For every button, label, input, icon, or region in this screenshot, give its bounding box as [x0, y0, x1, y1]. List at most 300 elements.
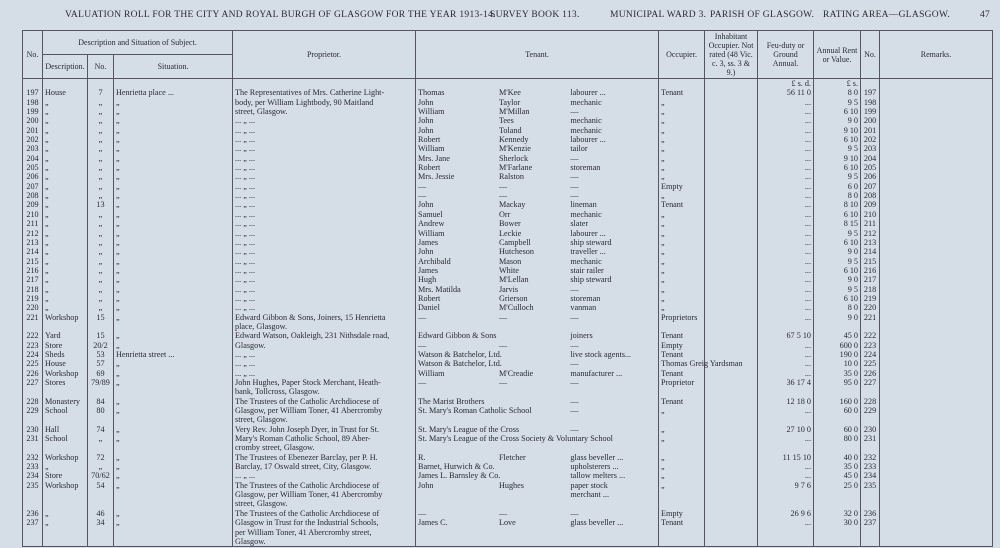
row-situation: „: [114, 453, 233, 462]
row-proprietor: Very Rev. John Joseph Dyer, in Trust for St.: [233, 425, 416, 434]
row-number-right: 202: [861, 135, 880, 144]
row-description: „: [43, 266, 88, 275]
row-tenant: [416, 88, 659, 97]
row-number: 209: [23, 200, 43, 209]
row-annual-rent: 9 0: [814, 116, 861, 125]
row-inhabitant: [705, 98, 758, 107]
row-number-right: 234: [861, 471, 880, 480]
row-description: „: [43, 219, 88, 228]
row-number-right: 231: [861, 434, 880, 443]
row-number: 230: [23, 425, 43, 434]
row-tenant: [416, 490, 659, 499]
row-tenant: [416, 126, 659, 135]
row-tenant: [416, 471, 659, 480]
municipal-ward: MUNICIPAL WARD 3.: [610, 10, 707, 20]
row-street-number: „: [88, 116, 114, 125]
row-annual-rent: 9 10: [814, 154, 861, 163]
tenant-surname: Bower: [498, 219, 521, 229]
row-number: 216: [23, 266, 43, 275]
table-body: [23, 79, 993, 547]
row-description: Workshop: [43, 313, 88, 322]
row-occupier: „: [659, 425, 705, 434]
row-street-number: „: [88, 266, 114, 275]
row-remarks: [880, 154, 993, 163]
row-description: [43, 443, 88, 452]
row-inhabitant: [705, 387, 758, 396]
row-annual-rent: 9 5: [814, 285, 861, 294]
row-inhabitant: [705, 509, 758, 518]
row-street-number: „: [88, 154, 114, 163]
row-number-right: 219: [861, 294, 880, 303]
row-remarks: [880, 285, 993, 294]
row-description: „: [43, 107, 88, 116]
row-description: „: [43, 172, 88, 181]
row-proprietor: Glasgow, per William Toner, 41 Abercromby: [233, 490, 416, 499]
row-street-number: „: [88, 285, 114, 294]
row-situation: „: [114, 219, 233, 228]
row-street-number: 13: [88, 200, 114, 209]
row-tenant: [416, 135, 659, 144]
row-annual-rent: 60 0: [814, 425, 861, 434]
row-street-number: „: [88, 238, 114, 247]
table-row: [23, 98, 993, 107]
row-proprietor: The Trustees of the Catholic Archdiocese of: [233, 481, 416, 490]
tenant-surname: Taylor: [498, 97, 521, 107]
row-annual-rent: 6 0: [814, 182, 861, 191]
row-number: 201: [23, 126, 43, 135]
col-occupier: Occupier.: [659, 31, 705, 79]
row-occupier: „: [659, 144, 705, 153]
tenant-occupation: mechanic: [570, 97, 602, 107]
row-annual-rent: 10 0: [814, 359, 861, 368]
tenant-first: Robert: [418, 163, 441, 173]
tenant-surname: —: [498, 191, 508, 201]
row-proprietor: ... „ ...: [233, 471, 416, 480]
row-inhabitant: [705, 453, 758, 462]
row-feu-duty: ...: [758, 471, 814, 480]
row-proprietor: ... „ ...: [233, 154, 416, 163]
row-feu-duty: ...: [758, 98, 814, 107]
tenant-occupation: storeman: [570, 163, 601, 173]
row-annual-rent: 190 0: [814, 350, 861, 359]
row-feu-duty: [758, 499, 814, 508]
table-row: [23, 285, 993, 294]
tenant-surname: M'Kenzie: [498, 144, 531, 154]
row-street-number: [88, 528, 114, 537]
row-proprietor: street, Glasgow.: [233, 107, 416, 116]
row-description: „: [43, 509, 88, 518]
tenant-first: Archibald: [418, 256, 451, 266]
row-description: [43, 528, 88, 537]
row-inhabitant: [705, 471, 758, 480]
row-number-right: 209: [861, 200, 880, 209]
row-inhabitant: [705, 266, 758, 275]
row-remarks: [880, 313, 993, 322]
row-tenant: [416, 462, 659, 471]
row-proprietor: The Trustees of the Catholic Archdiocese of: [233, 397, 416, 406]
row-number: 222: [23, 331, 43, 340]
tenant-occupation: —: [570, 312, 579, 322]
row-occupier: „: [659, 285, 705, 294]
row-feu-duty: ...: [758, 257, 814, 266]
row-occupier: „: [659, 135, 705, 144]
row-number-right: 222: [861, 331, 880, 340]
row-tenant: [416, 219, 659, 228]
row-number: 207: [23, 182, 43, 191]
row-proprietor: per William Toner, 41 Abercromby street,: [233, 528, 416, 537]
row-number-right: 215: [861, 257, 880, 266]
tenant-surname: [499, 490, 570, 499]
row-situation: „: [114, 116, 233, 125]
table-row: [23, 163, 993, 172]
row-street-number: [88, 537, 114, 547]
row-description: „: [43, 182, 88, 191]
row-proprietor: Mary's Roman Catholic School, 89 Aber-: [233, 434, 416, 443]
row-tenant: [416, 341, 659, 350]
row-feu-duty: [758, 322, 814, 331]
tenant-first: —: [418, 191, 427, 201]
row-number: 217: [23, 275, 43, 284]
row-inhabitant: [705, 154, 758, 163]
row-number-right: 226: [861, 369, 880, 378]
row-annual-rent: 9 0: [814, 247, 861, 256]
feu-units: £ s. d.: [758, 79, 814, 89]
row-occupier: Tenant: [659, 397, 705, 406]
tenant-occupation: —: [570, 191, 579, 201]
row-description: „: [43, 285, 88, 294]
row-number-right: 228: [861, 397, 880, 406]
table-row: [23, 415, 993, 424]
row-feu-duty: 11 15 10: [758, 453, 814, 462]
row-remarks: [880, 191, 993, 200]
tenant-surname: Tees: [498, 116, 514, 126]
row-feu-duty: ...: [758, 126, 814, 135]
table-row: [23, 107, 993, 116]
row-occupier: „: [659, 98, 705, 107]
row-remarks: [880, 275, 993, 284]
tenant-surname: [499, 359, 570, 368]
table-row: [23, 481, 993, 490]
row-number-right: 213: [861, 238, 880, 247]
row-description: Monastery: [43, 397, 88, 406]
row-feu-duty: [758, 528, 814, 537]
row-number: 221: [23, 313, 43, 322]
row-tenant: [416, 359, 659, 368]
row-description: „: [43, 303, 88, 312]
row-inhabitant: [705, 397, 758, 406]
row-annual-rent: 32 0: [814, 509, 861, 518]
row-remarks: [880, 88, 993, 97]
row-remarks: [880, 294, 993, 303]
row-occupier: „: [659, 191, 705, 200]
row-tenant: [416, 303, 659, 312]
roll-title: VALUATION ROLL FOR THE CITY AND ROYAL BURGH OF GLASGOW FOR THE YEAR 1913-14.: [65, 10, 496, 20]
tenant-first: Robert: [418, 135, 441, 145]
tenant-surname: —: [498, 312, 508, 322]
row-inhabitant: [705, 490, 758, 499]
row-proprietor: ... „ ...: [233, 116, 416, 125]
row-street-number: „: [88, 275, 114, 284]
tenant-first: John: [418, 97, 434, 107]
row-annual-rent: 9 0: [814, 313, 861, 322]
row-number: 236: [23, 509, 43, 518]
row-remarks: [880, 163, 993, 172]
table-row: [23, 509, 993, 518]
tenant-surname: [499, 425, 570, 434]
tenant-surname: Jarvis: [498, 284, 519, 294]
row-number: [23, 387, 43, 396]
row-inhabitant: [705, 369, 758, 378]
row-description: „: [43, 275, 88, 284]
row-inhabitant: [705, 182, 758, 191]
row-number: [23, 415, 43, 424]
row-remarks: [880, 509, 993, 518]
row-occupier: „: [659, 163, 705, 172]
row-proprietor: ... „ ...: [233, 303, 416, 312]
row-occupier: „: [659, 481, 705, 490]
row-occupier: Proprietor: [659, 378, 705, 387]
row-inhabitant: [705, 443, 758, 452]
row-number: 229: [23, 406, 43, 415]
row-situation: „: [114, 229, 233, 238]
row-description: „: [43, 247, 88, 256]
row-number-right: 236: [861, 509, 880, 518]
row-description: [43, 387, 88, 396]
table-row: [23, 210, 993, 219]
row-occupier: Thomas Greig Yardsman: [659, 359, 705, 368]
row-inhabitant: [705, 341, 758, 350]
row-street-number: 72: [88, 453, 114, 462]
row-number: 202: [23, 135, 43, 144]
row-proprietor: ... „ ...: [233, 144, 416, 153]
row-inhabitant: [705, 322, 758, 331]
row-inhabitant: [705, 126, 758, 135]
table-row: [23, 322, 993, 331]
row-tenant: [416, 528, 659, 537]
row-description: „: [43, 163, 88, 172]
tenant-first: James: [418, 265, 439, 275]
row-inhabitant: [705, 247, 758, 256]
tenant-occupation: —: [570, 107, 579, 117]
row-number: 208: [23, 191, 43, 200]
row-number: 235: [23, 481, 43, 490]
row-street-number: „: [88, 257, 114, 266]
row-inhabitant: [705, 191, 758, 200]
row-occupier: Empty: [659, 509, 705, 518]
row-number: [23, 499, 43, 508]
row-annual-rent: 9 0: [814, 275, 861, 284]
row-annual-rent: 6 10: [814, 294, 861, 303]
row-inhabitant: [705, 172, 758, 181]
row-tenant: [416, 107, 659, 116]
tenant-occupation: —: [570, 153, 579, 163]
tenant-occupation: mechanic: [570, 256, 602, 266]
row-feu-duty: 26 9 6: [758, 509, 814, 518]
tenant-surname: [499, 397, 570, 406]
row-annual-rent: [814, 499, 861, 508]
row-description: [43, 490, 88, 499]
row-situation: „: [114, 163, 233, 172]
row-street-number: [88, 322, 114, 331]
row-situation: „: [114, 481, 233, 490]
row-inhabitant: [705, 537, 758, 547]
row-situation: „: [114, 172, 233, 181]
row-inhabitant: [705, 406, 758, 415]
row-occupier: [659, 443, 705, 452]
row-annual-rent: 35 0: [814, 369, 861, 378]
table-row: [23, 378, 993, 387]
row-occupier: [659, 499, 705, 508]
row-feu-duty: ...: [758, 518, 814, 527]
col-situation: Situation.: [114, 55, 233, 79]
row-tenant: [416, 369, 659, 378]
tenant-first: James L. Barnsley & Co.: [418, 471, 501, 481]
row-street-number: [88, 499, 114, 508]
row-number-right: [861, 443, 880, 452]
table-row: [23, 275, 993, 284]
row-annual-rent: 9 5: [814, 229, 861, 238]
row-remarks: [880, 219, 993, 228]
row-description: „: [43, 200, 88, 209]
tenant-occupation: merchant ...: [570, 490, 609, 500]
table-row: [23, 425, 993, 434]
row-number: [23, 490, 43, 499]
row-inhabitant: [705, 303, 758, 312]
row-annual-rent: 6 10: [814, 107, 861, 116]
col-no-right: No.: [861, 31, 880, 79]
row-situation: „: [114, 434, 233, 443]
tenant-first: St. Mary's League of the Cross Society & Voluntary School: [418, 434, 613, 444]
tenant-occupation: —: [570, 340, 579, 350]
row-number: 226: [23, 369, 43, 378]
row-feu-duty: ...: [758, 154, 814, 163]
row-occupier: „: [659, 116, 705, 125]
row-annual-rent: 160 0: [814, 397, 861, 406]
row-proprietor: ... „ ...: [233, 247, 416, 256]
row-remarks: [880, 406, 993, 415]
row-annual-rent: 25 0: [814, 481, 861, 490]
row-proprietor: ... „ ...: [233, 285, 416, 294]
row-tenant: [416, 182, 659, 191]
col-description: Description.: [43, 55, 88, 79]
row-feu-duty: [758, 415, 814, 424]
row-number: 203: [23, 144, 43, 153]
row-occupier: [659, 387, 705, 396]
row-street-number: „: [88, 191, 114, 200]
row-occupier: „: [659, 453, 705, 462]
row-occupier: Empty: [659, 182, 705, 191]
row-remarks: [880, 518, 993, 527]
row-number-right: 235: [861, 481, 880, 490]
row-tenant: [416, 275, 659, 284]
row-tenant: [416, 294, 659, 303]
row-tenant: [416, 518, 659, 527]
row-inhabitant: [705, 481, 758, 490]
row-number-right: 217: [861, 275, 880, 284]
row-occupier: „: [659, 219, 705, 228]
row-description: [43, 322, 88, 331]
row-occupier: „: [659, 303, 705, 312]
row-annual-rent: [814, 415, 861, 424]
table-row: [23, 154, 993, 163]
row-inhabitant: [705, 499, 758, 508]
tenant-first: William: [418, 107, 445, 117]
table-row: [23, 172, 993, 181]
row-inhabitant: [705, 434, 758, 443]
tenant-first: John: [418, 247, 434, 257]
row-number-right: 237: [861, 518, 880, 527]
row-description: House: [43, 88, 88, 97]
row-inhabitant: [705, 163, 758, 172]
row-street-number: 15: [88, 313, 114, 322]
row-street-number: „: [88, 144, 114, 153]
row-remarks: [880, 350, 993, 359]
row-tenant: [416, 163, 659, 172]
row-situation: [114, 443, 233, 452]
row-proprietor: Glasgow in Trust for the Industrial Schools,: [233, 518, 416, 527]
row-proprietor: ... „ ...: [233, 163, 416, 172]
tenant-first: —: [418, 378, 427, 387]
row-number: 219: [23, 294, 43, 303]
tenant-first: St. Mary's League of the Cross: [418, 424, 520, 434]
tenant-surname: M'Farlane: [498, 163, 533, 173]
table-row: [23, 294, 993, 303]
row-inhabitant: [705, 350, 758, 359]
table-row: [23, 126, 993, 135]
row-number: 204: [23, 154, 43, 163]
row-number: 200: [23, 116, 43, 125]
table-row: [23, 116, 993, 125]
row-description: Hall: [43, 425, 88, 434]
row-occupier: „: [659, 471, 705, 480]
row-situation: „: [114, 331, 233, 340]
tenant-occupation: slater: [570, 219, 589, 229]
row-remarks: [880, 490, 993, 499]
tenant-surname: Toland: [498, 125, 522, 135]
row-number: 205: [23, 163, 43, 172]
tenant-surname: —: [498, 378, 508, 387]
row-situation: „: [114, 397, 233, 406]
row-number-right: [861, 490, 880, 499]
tenant-first: Robert: [418, 293, 441, 303]
row-street-number: „: [88, 294, 114, 303]
col-desc-situation: Description and Situation of Subject.: [43, 31, 233, 55]
row-number-right: 199: [861, 107, 880, 116]
table-row: [23, 182, 993, 191]
row-description: Sheds: [43, 350, 88, 359]
row-number-right: 203: [861, 144, 880, 153]
tenant-first: John: [418, 200, 434, 210]
tenant-first: —: [418, 340, 427, 350]
header-row: [23, 31, 993, 55]
row-occupier: „: [659, 107, 705, 116]
row-occupier: „: [659, 238, 705, 247]
row-remarks: [880, 528, 993, 537]
row-tenant: [416, 154, 659, 163]
row-situation: „: [114, 126, 233, 135]
row-annual-rent: 8 15: [814, 219, 861, 228]
tenant-first: —: [418, 181, 427, 191]
row-number-right: 220: [861, 303, 880, 312]
tenant-surname: [499, 350, 570, 359]
row-annual-rent: 30 0: [814, 518, 861, 527]
tenant-occupation: lineman: [570, 200, 597, 210]
row-occupier: [659, 490, 705, 499]
row-situation: Henrietta street ...: [114, 350, 233, 359]
tenant-surname: Campbell: [498, 237, 531, 247]
row-number-right: 221: [861, 313, 880, 322]
tenant-occupation: live stock agents...: [570, 349, 632, 359]
